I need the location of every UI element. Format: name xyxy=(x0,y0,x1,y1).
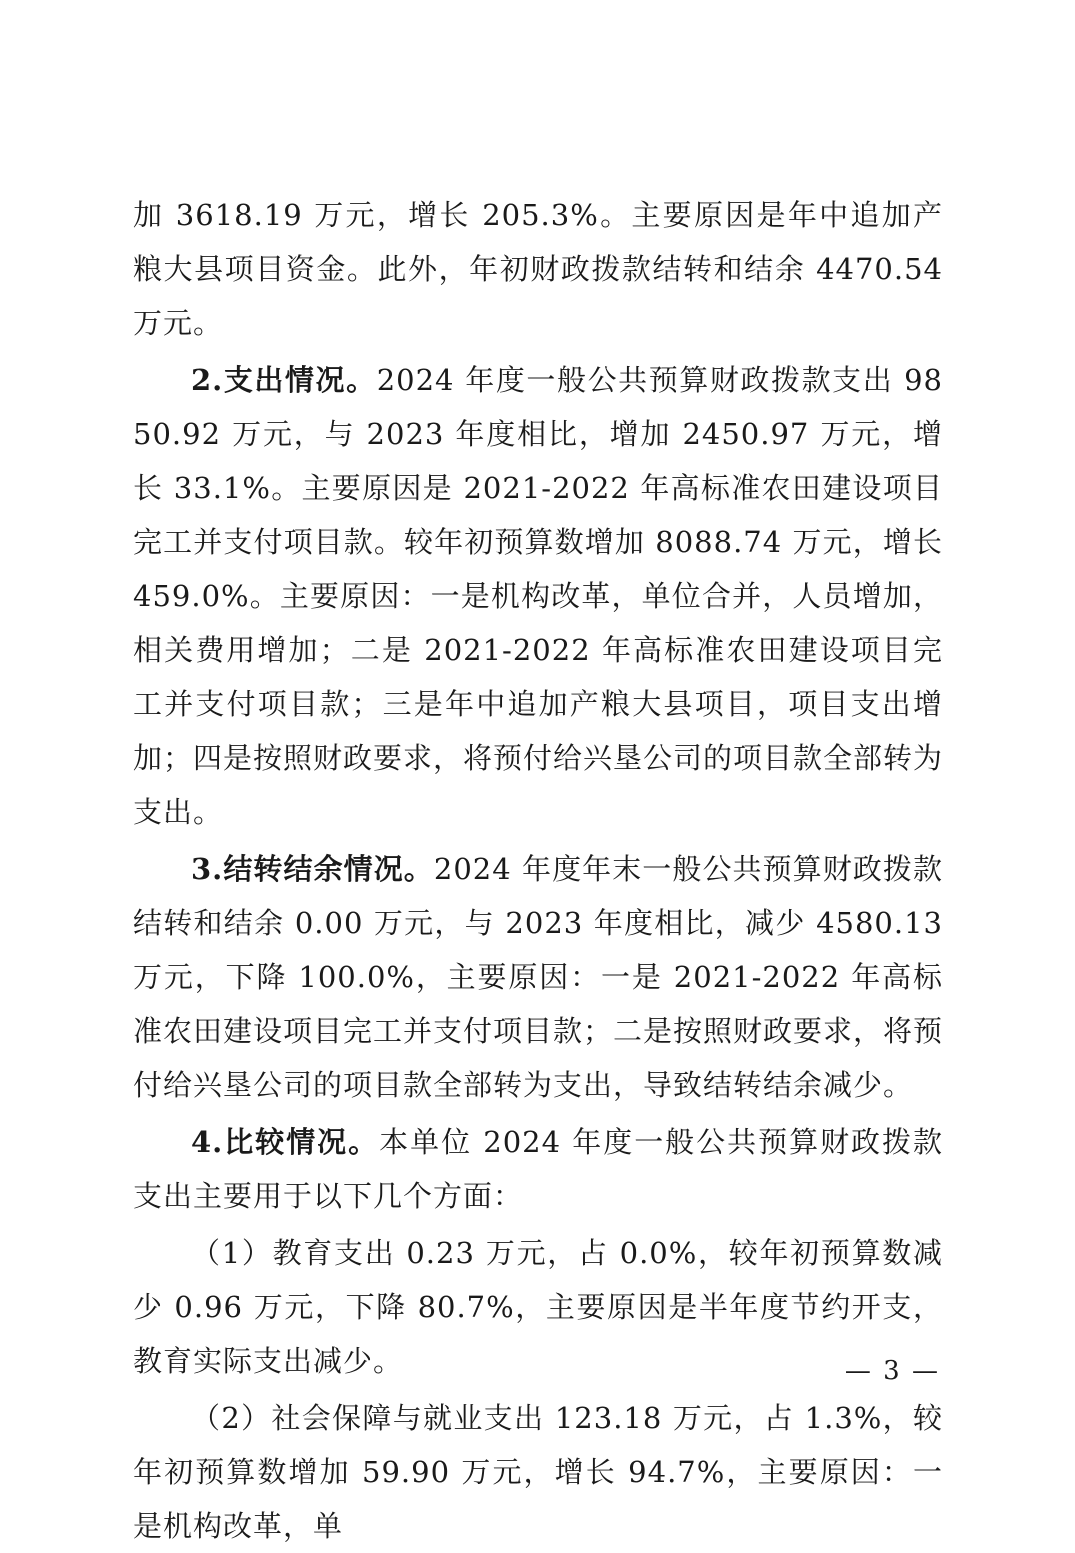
paragraph-expenditure xyxy=(133,353,943,839)
paragraph-text: 加 3618.19 万元，增长 205.3%。主要原因是年中追加产粮大县项目资金。此外，年初财政拨款结转和结余 4470.54 万元。 xyxy=(133,198,943,340)
paragraph-text: 2024 年度年末一般公共预算财政拨款结转和结余 0.00 万元，与 2023 年度相比，减少 4580.13 万元，下降 100.0%，主要原因：一是 2021-2022 年高标准农田建设项目完工并支付项目款；二是按照财政要求，将预付给兴垦公司的项目款全部转为支出，导致结转结余减少。 xyxy=(133,852,944,1102)
paragraph-social-security xyxy=(133,1391,943,1553)
paragraph-text: （2）社会保障与就业支出 123.18 万元，占 1.3%，较年初预算数增加 59.90 万元，增长 94.7%，主要原因：一是机构改革，单 xyxy=(133,1401,943,1543)
paragraph-carryover xyxy=(133,842,943,1112)
section-heading-comparison: 4.比较情况。 xyxy=(191,1125,380,1159)
paragraph-text: 本单位 2024 年度一般公共预算财政拨款支出主要用于以下几个方面： xyxy=(133,1125,943,1213)
paragraph-comparison xyxy=(133,1115,943,1223)
paragraph-text: （1）教育支出 0.23 万元，占 0.0%，较年初预算数减少 0.96 万元，下降 80.7%，主要原因是半年度节约开支，教育实际支出减少。 xyxy=(133,1236,943,1378)
page-number: — 3 — xyxy=(844,1356,940,1386)
page-body xyxy=(133,188,943,1553)
section-heading-carryover: 3.结转结余情况。 xyxy=(191,852,434,886)
section-heading-expenditure: 2.支出情况。 xyxy=(191,363,377,397)
paragraph-income-continued xyxy=(133,188,943,350)
paragraph-education xyxy=(133,1226,943,1388)
paragraph-text: 2024 年度一般公共预算财政拨款支出 9850.92 万元，与 2023 年度相比，增加 2450.97 万元，增长 33.1%。主要原因是 2021-2022 年高标准农田建设项目完工并支付项目款。较年初预算数增加 8088.74 万元，增长 459.0%。主要原因：一是机构改革，单位合并，人员增加，相关费用增加；二是 2021-2022 年高标准农田建设项目完工并支付项目款；三是年中追加产粮大县项目，项目支出增加；四是按照财政要求，将预付给兴垦公司的项目款全部转为支出。 xyxy=(133,363,944,829)
